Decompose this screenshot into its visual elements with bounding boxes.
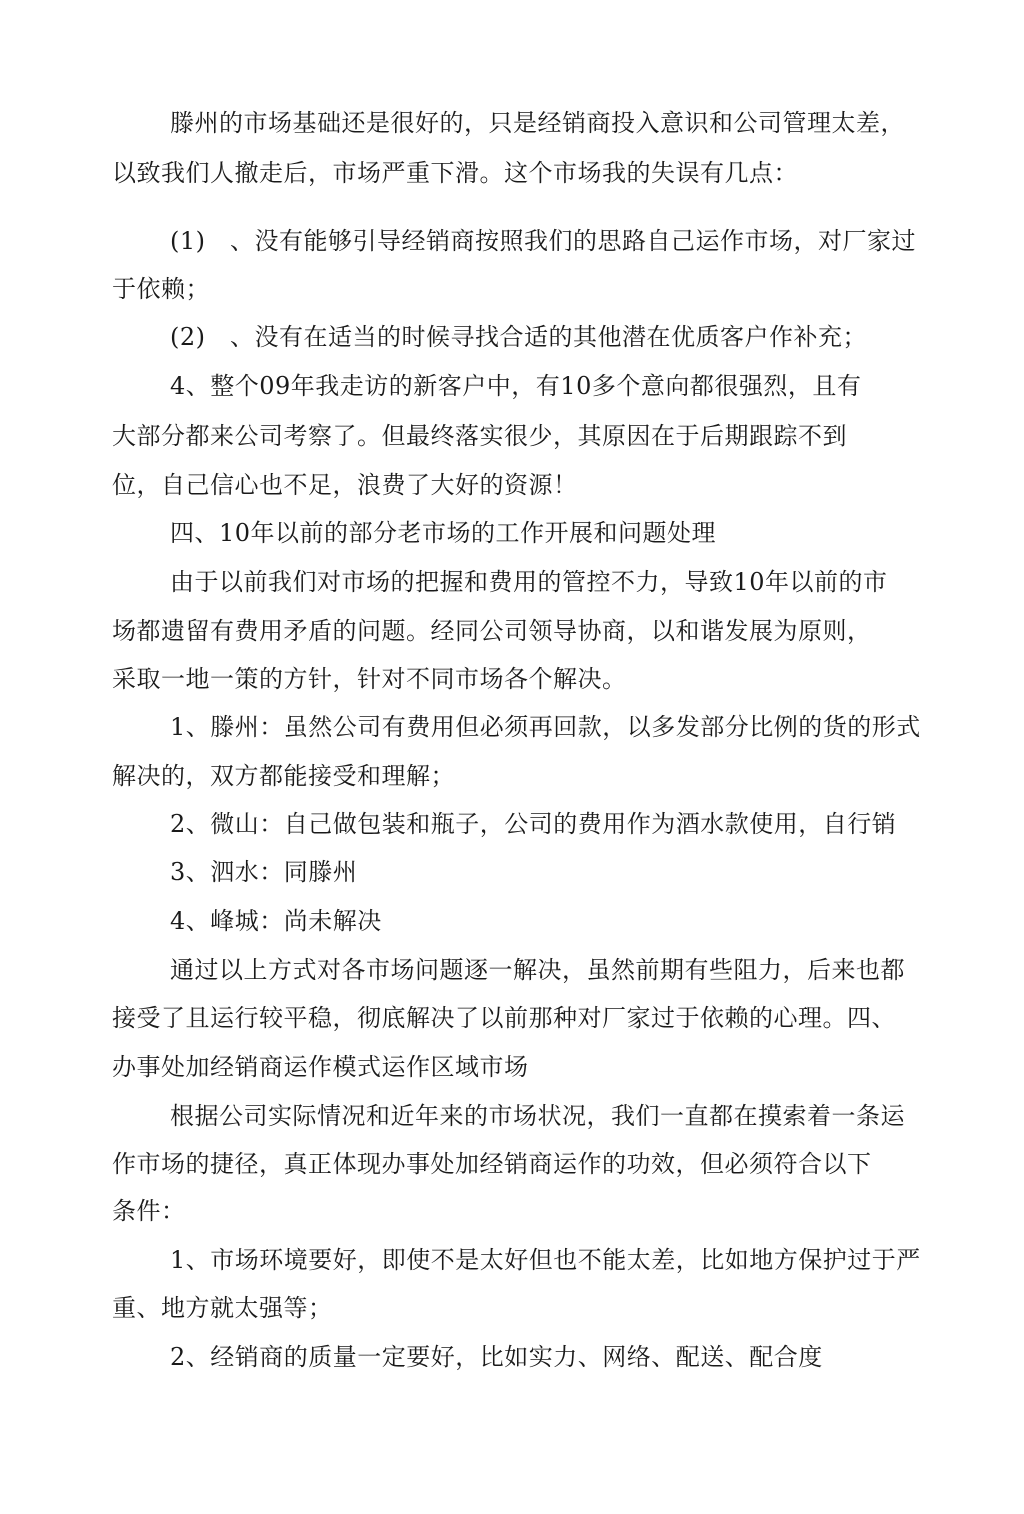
text-line: (2) 、没有在适当的时候寻找合适的其他潜在优质客户作补充；	[170, 323, 867, 351]
text-line: 办事处加经销商运作模式运作区域市场	[112, 1053, 529, 1081]
text-line: 作市场的捷径，真正体现办事处加经销商运作的功效，但必须符合以下	[112, 1150, 872, 1178]
text-line: 4、整个09年我走访的新客户中，有10多个意向都很强烈，且有	[170, 372, 862, 400]
text-line: 滕州的市场基础还是很好的，只是经销商投入意识和公司管理太差，	[170, 109, 905, 137]
text-line: 条件：	[112, 1197, 186, 1225]
text-line: 根据公司实际情况和近年来的市场状况，我们一直都在摸索着一条运	[170, 1102, 905, 1130]
text-line: 1、滕州：虽然公司有费用但必须再回款，以多发部分比例的货的形式	[170, 713, 921, 741]
text-line: 4、峰城：尚未解决	[170, 907, 382, 935]
text-line: 2、经销商的质量一定要好，比如实力、网络、配送、配合度	[170, 1343, 823, 1371]
text-line: 场都遗留有费用矛盾的问题。经同公司领导协商，以和谐发展为原则，	[112, 617, 872, 645]
text-line: 于依赖；	[112, 275, 210, 303]
text-line: (1) 、没有能够引导经销商按照我们的思路自己运作市场，对厂家过	[170, 227, 916, 255]
text-line: 大部分都来公司考察了。但最终落实很少，其原因在于后期跟踪不到	[112, 422, 847, 450]
text-line: 以致我们人撤走后，市场严重下滑。这个市场我的失误有几点：	[112, 159, 798, 187]
text-line: 3、泗水：同滕州	[170, 858, 358, 886]
text-line: 1、市场环境要好，即使不是太好但也不能太差，比如地方保护过于严	[170, 1246, 921, 1274]
text-line: 重、地方就太强等；	[112, 1294, 333, 1322]
text-line: 接受了且运行较平稳，彻底解决了以前那种对厂家过于依赖的心理。四、	[112, 1004, 896, 1032]
text-line: 通过以上方式对各市场问题逐一解决，虽然前期有些阻力，后来也都	[170, 956, 905, 984]
text-line: 采取一地一策的方针，针对不同市场各个解决。	[112, 665, 627, 693]
text-line: 由于以前我们对市场的把握和费用的管控不力，导致10年以前的市	[170, 568, 888, 596]
text-line: 解决的，双方都能接受和理解；	[112, 762, 455, 790]
text-line: 位，自己信心也不足，浪费了大好的资源！	[112, 471, 578, 499]
text-line: 2、微山：自己做包装和瓶子，公司的费用作为酒水款使用，自行销	[170, 810, 897, 838]
section-heading: 四、10年以前的部分老市场的工作开展和问题处理	[170, 519, 717, 547]
